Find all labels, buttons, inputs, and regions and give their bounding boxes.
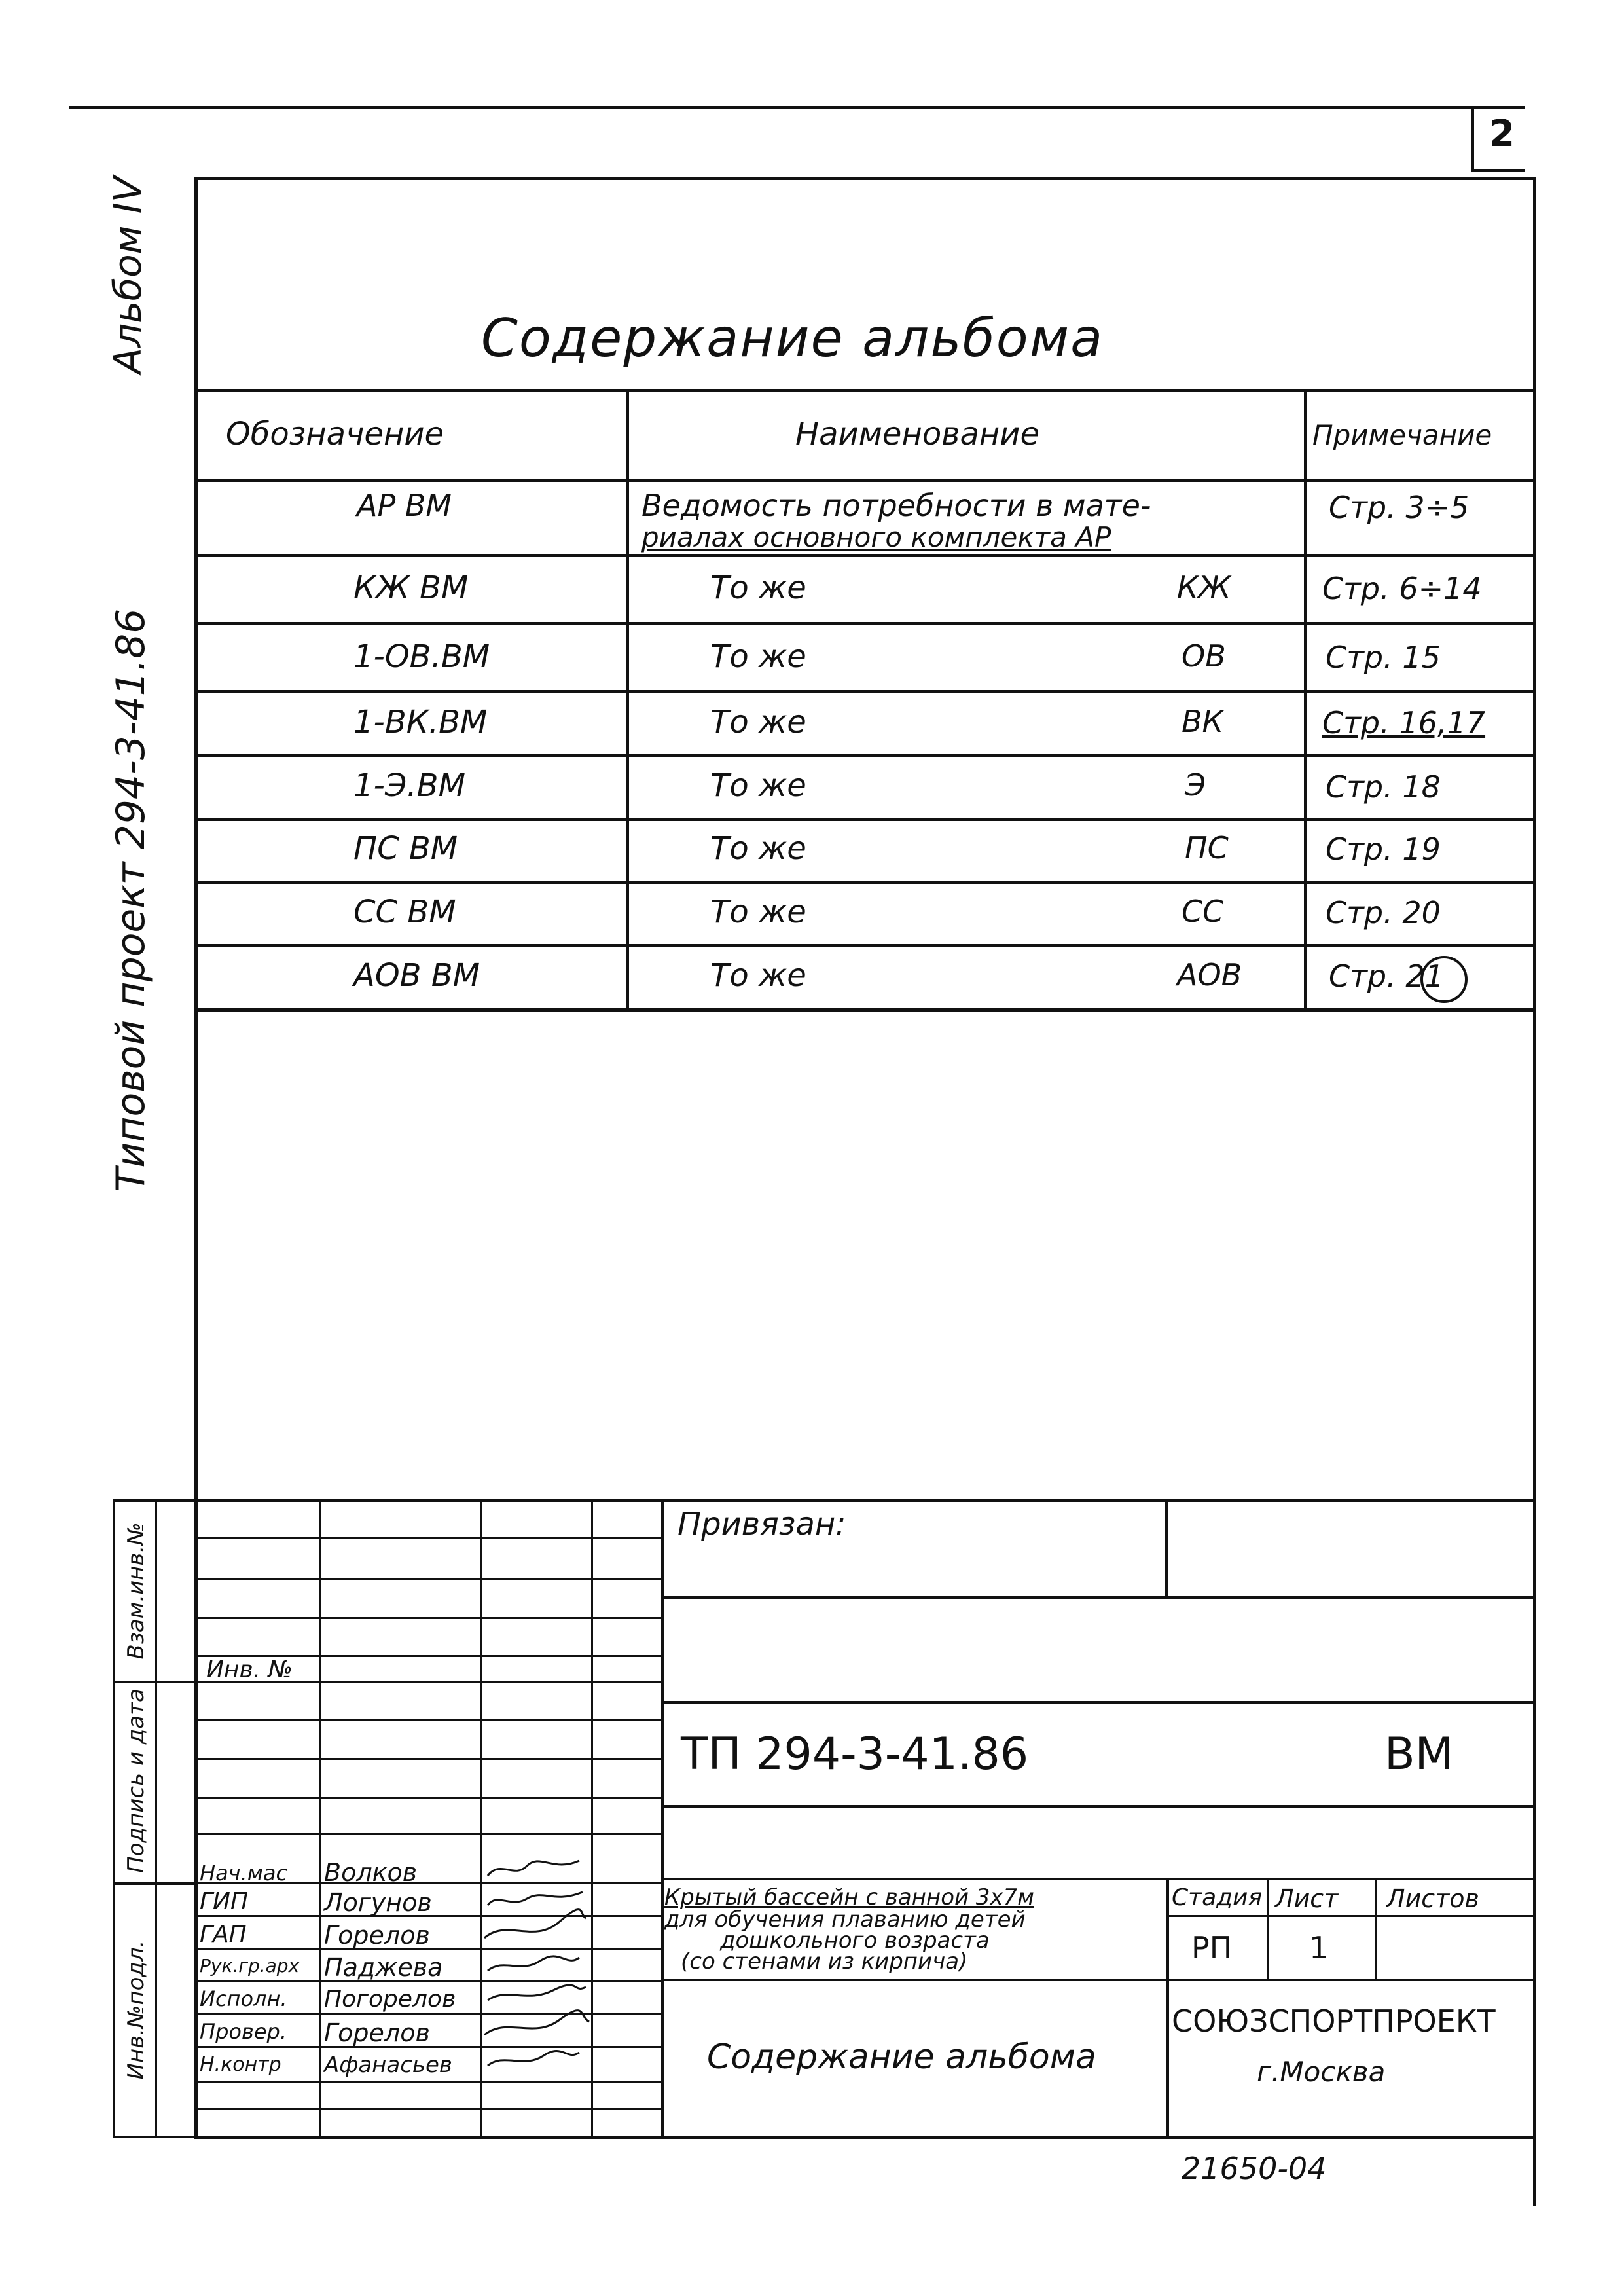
stamp-row-8 (194, 1797, 662, 1799)
name-7: Афанасьев (324, 2052, 452, 2078)
stamp-strip-inner (155, 1499, 157, 2138)
object-title-1: Крытый бассейн с ванной 3х7м (664, 1884, 1034, 1910)
row-8-name: То же (710, 957, 806, 994)
row-8-note: Стр. 21 (1329, 958, 1444, 994)
name-6: Горелов (324, 2018, 430, 2047)
row-6-suffix: ПС (1185, 830, 1229, 866)
row-5-suffix: Э (1185, 767, 1206, 803)
object-title-4: (со стенами из кирпича) (681, 1948, 968, 1975)
row-2-code: КЖ ВМ (353, 570, 469, 606)
stamp-bottom (194, 2136, 1536, 2139)
doc-mark: ВМ (1384, 1728, 1454, 1780)
row3-bottom (194, 690, 1536, 693)
row-4-name: То же (710, 704, 806, 740)
row-6-code: ПС ВМ (353, 830, 458, 867)
row-4-suffix: ВК (1182, 704, 1224, 739)
row-7-note: Стр. 20 (1326, 895, 1441, 930)
col-divider-2 (1304, 389, 1307, 1010)
org-city: г.Москва (1257, 2056, 1386, 2088)
row-2-note: Стр. 6÷14 (1322, 571, 1482, 606)
top-border-line (69, 106, 1525, 109)
object-title-2: для обучения плаванию детей (664, 1907, 1026, 1933)
row-8-suffix: АОВ (1177, 957, 1242, 993)
row-1-name: Ведомость потребности в мате- (641, 488, 1151, 523)
name-2: Логунов (324, 1888, 432, 1917)
role-1: Нач.мас (200, 1861, 288, 1886)
stamp-row-7 (194, 1758, 662, 1760)
side-label-vzam: Взам.инв.№ (123, 1522, 149, 1660)
name-5: Погорелов (324, 1986, 456, 2013)
table-bottom (194, 1008, 1536, 1012)
stamp-row-1 (194, 1537, 662, 1539)
row7-bottom (194, 944, 1536, 947)
stamp-r-vdiv-sheets (1375, 1878, 1377, 1980)
org-name: СОЮЗСПОРТПРОЕКТ (1172, 2003, 1496, 2039)
table-top (194, 389, 1536, 392)
table-header-bottom (194, 479, 1536, 482)
stamp-r-vdiv-sheet (1267, 1878, 1269, 1980)
role-4: Рук.гр.арх (200, 1955, 300, 1977)
stamp-row-9 (194, 1833, 662, 1835)
row-2-suffix: КЖ (1177, 570, 1231, 605)
stamp-r-row-4 (661, 1878, 1536, 1880)
signatures (481, 1853, 592, 2089)
album-label: Альбом IV (105, 176, 150, 374)
role-3: ГАП (200, 1921, 247, 1948)
row4-bottom (194, 754, 1536, 757)
project-label: Типовой проект 294-3-41.86 (108, 608, 154, 1192)
row-3-suffix: ОВ (1182, 638, 1226, 674)
stamp-row-3 (194, 1617, 662, 1619)
row5-bottom (194, 818, 1536, 821)
name-4: Паджева (324, 1953, 443, 1982)
name-3: Горелов (324, 1921, 430, 1950)
page-title: Содержание альбома (481, 308, 1104, 369)
row-7-code: СС ВМ (353, 894, 456, 930)
row-8-code: АОВ ВМ (353, 957, 480, 994)
stamp-col-a (319, 1499, 321, 2138)
role-5: Исполн. (200, 1986, 287, 2011)
row-5-note: Стр. 18 (1326, 769, 1441, 805)
sheets-header: Листов (1386, 1884, 1479, 1913)
frame-top (194, 177, 1536, 180)
row-5-code: 1-Э.ВМ (353, 767, 465, 804)
stamp-col-d (661, 1499, 664, 2138)
page-number: 2 (1489, 113, 1515, 155)
role-7: Н.контр (200, 2053, 281, 2076)
stamp-r-row-6 (661, 1979, 1536, 1981)
row-6-name: То же (710, 830, 806, 867)
row-3-code: 1-ОВ.ВМ (353, 638, 490, 675)
row-4-note: Стр. 16,17 (1322, 705, 1486, 740)
stamp-r-row-1 (661, 1596, 1536, 1599)
row2-bottom (194, 622, 1536, 625)
stage-header: Стадия (1172, 1884, 1263, 1911)
stamp-strip-left (113, 1499, 115, 2138)
header-note: Примечание (1312, 419, 1492, 451)
row-3-note: Стр. 15 (1326, 640, 1441, 675)
stamp-r-row-3 (661, 1805, 1536, 1808)
row-7-name: То же (710, 894, 806, 930)
stamp-row-2 (194, 1578, 662, 1580)
row-7-suffix: СС (1182, 894, 1224, 929)
col-divider-1 (626, 389, 629, 1010)
stamp-r-row-2 (661, 1701, 1536, 1704)
page-circle-mark (1420, 956, 1468, 1003)
stamp-r-row-5 (1168, 1915, 1536, 1917)
stamp-r-vdiv-stage (1166, 1878, 1169, 2138)
sheet-title: Содержание альбома (707, 2037, 1096, 2077)
row-1-note: Стр. 3÷5 (1329, 490, 1470, 525)
sheet-header: Лист (1275, 1884, 1339, 1913)
row-5-name: То же (710, 767, 806, 804)
frame-left (194, 177, 198, 2138)
doc-code: ТП 294-3-41.86 (681, 1728, 1029, 1780)
row1-bottom (194, 554, 1536, 557)
stamp-r-vdiv-top (1165, 1499, 1168, 1597)
privyazan-label: Привязан: (677, 1506, 846, 1542)
row-4-code: 1-ВК.ВМ (353, 704, 488, 740)
header-designation: Обозначение (226, 416, 444, 452)
object-title-3: дошкольного возраста (720, 1927, 990, 1954)
row-2-name: То же (710, 570, 806, 606)
row-3-name: То же (710, 638, 806, 675)
stamp-row-6 (194, 1719, 662, 1721)
name-1: Волков (324, 1858, 418, 1887)
stamp-top (194, 1499, 1536, 1502)
stamp-row-17 (194, 2108, 662, 2110)
stage-value: РП (1191, 1930, 1233, 1965)
side-label-inv: Инв.№подл. (123, 1940, 149, 2080)
bottom-note: 21650-04 (1182, 2151, 1327, 2186)
page-number-box-left (1471, 106, 1474, 170)
sheet-value: 1 (1309, 1930, 1329, 1965)
page-number-box-bottom (1471, 169, 1525, 172)
inv-no-label: Инв. № (206, 1656, 293, 1683)
role-2: ГИП (200, 1888, 249, 1915)
row-1-name-2: риалах основного комплекта АР (641, 521, 1111, 553)
role-6: Провер. (200, 2019, 287, 2044)
side-label-podpis: Подпись и дата (123, 1688, 149, 1873)
header-name: Наименование (795, 416, 1040, 452)
row-1-code: АР ВМ (357, 488, 452, 523)
row6-bottom (194, 881, 1536, 884)
row-6-note: Стр. 19 (1326, 831, 1441, 867)
